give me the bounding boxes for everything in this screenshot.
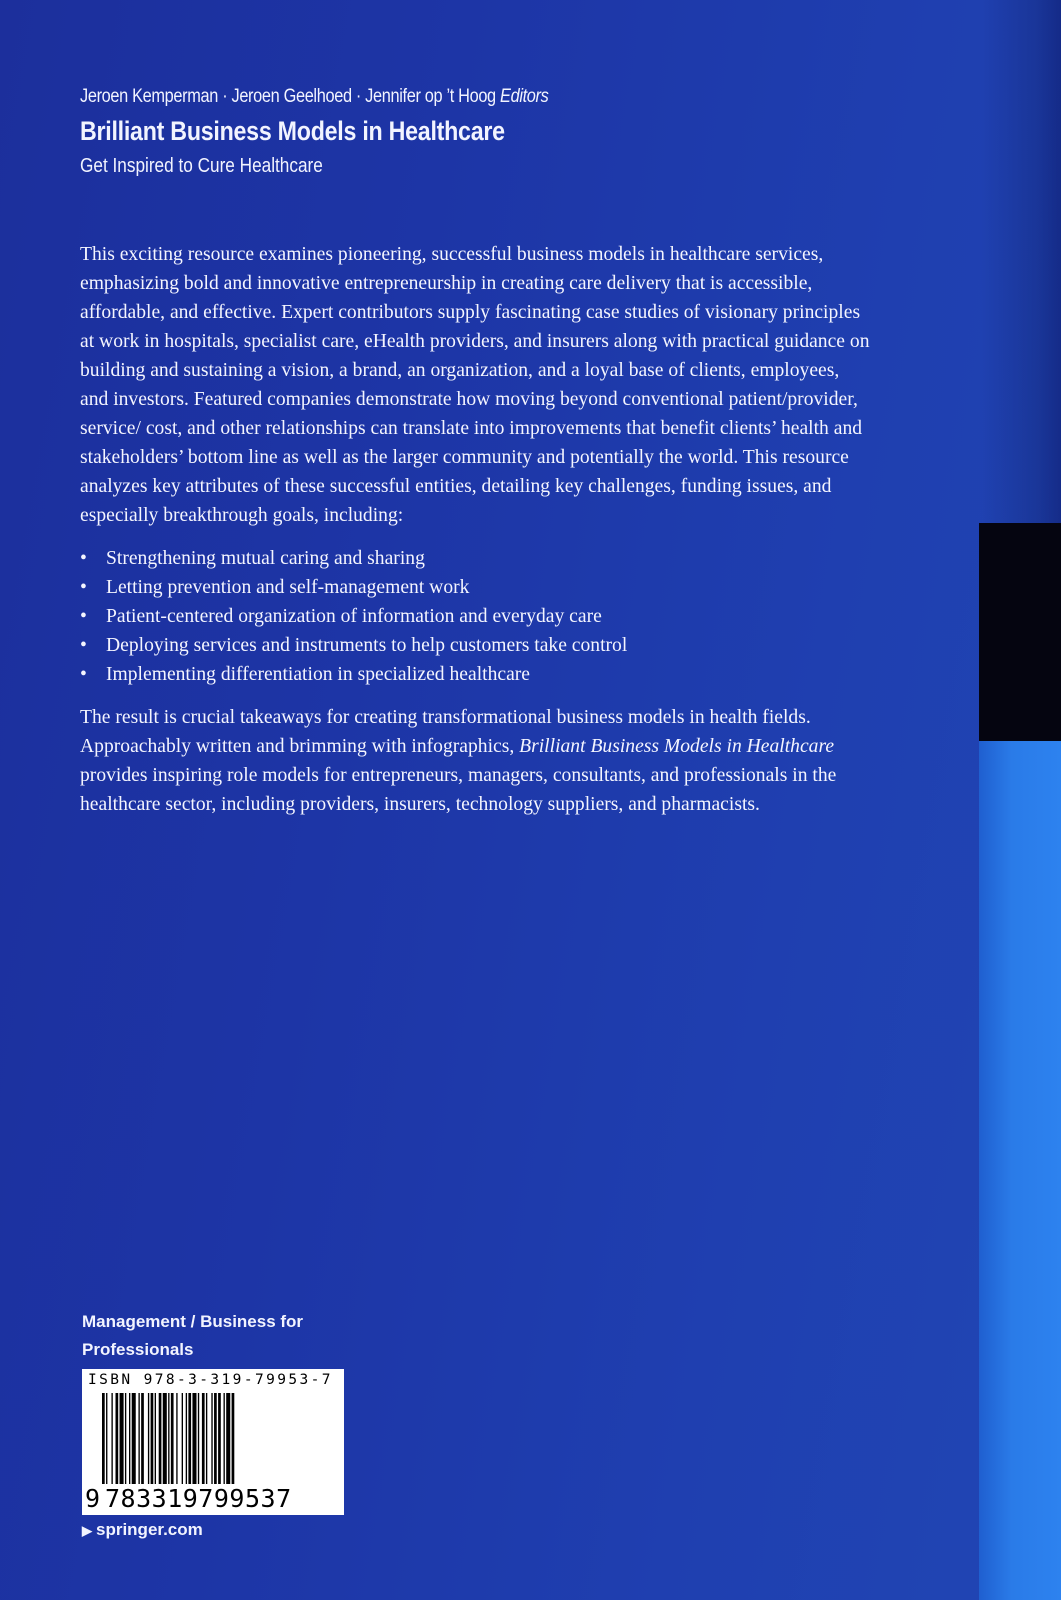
list-item: • Strengthening mutual caring and sharing: [80, 544, 870, 573]
barcode-bars: [102, 1393, 338, 1485]
barcode-bar: [125, 1393, 126, 1485]
isbn-number: ISBN 978-3-319-79953-7: [88, 1372, 333, 1388]
barcode-bar: [141, 1393, 144, 1485]
barcode-bar: [163, 1393, 167, 1485]
barcode-bar: [138, 1393, 139, 1485]
bullet-icon: •: [80, 635, 87, 656]
barcode-bar: [206, 1393, 207, 1485]
barcode-bar: [188, 1393, 191, 1485]
bullet-icon: •: [80, 606, 87, 627]
barcode-bar: [102, 1393, 105, 1485]
barcode-bar: [120, 1393, 124, 1485]
barcode-bar: [168, 1393, 169, 1485]
barcode-bar: [226, 1393, 230, 1485]
bullet-icon: •: [80, 548, 87, 569]
spine-black-band: [979, 523, 1061, 741]
barcode-bar: [202, 1393, 205, 1485]
book-subtitle: Get Inspired to Cure Healthcare: [80, 155, 323, 177]
book-description: [80, 240, 870, 819]
barcode-bar: [111, 1393, 112, 1485]
description-paragraph-1: This exciting resource examines pioneering, successful business models in healthcare services, emphasizing bold and innovative entrepreneurship in creating care delivery that is accessible, affordable, and effective. Expert contributors supply fascinating case studies of visionary principles at work in hospitals, specialist care, eHealth providers, and insurers along with practical guidance on building and sustaining a vision, a brand, an organization, and a loyal base of clients, employees, and investors. Featured companies demonstrate how moving beyond conventional patient/provider, service/ cost, and other relationships can translate into improvements that benefit clients’ health and stakeholders’ bottom line as well as the larger community and potentially the world. This resource analyzes key attributes of these successful entities, detailing key challenges, funding issues, and especially breakthrough goals, including:: [80, 244, 870, 526]
barcode-lead-digit: 9: [85, 1484, 101, 1513]
barcode-bar: [182, 1393, 183, 1485]
barcode-bar: [176, 1393, 177, 1485]
barcode-bar: [211, 1393, 212, 1485]
bullet-icon: •: [80, 577, 87, 598]
barcode-bar: [198, 1393, 199, 1485]
barcode-bar: [232, 1393, 235, 1485]
barcode-digits: [85, 1484, 292, 1513]
list-item: • Implementing differentiation in specialized healthcare: [80, 660, 870, 689]
barcode-bar: [155, 1393, 156, 1485]
play-arrow-icon: ▶: [82, 1523, 92, 1538]
publisher-site-label[interactable]: springer.com: [96, 1520, 203, 1539]
barcode-bar: [151, 1393, 154, 1485]
spine-blue-band: [979, 741, 1061, 1600]
barcode-bar: [132, 1393, 136, 1485]
barcode-bar: [106, 1393, 107, 1485]
bullet-icon: •: [80, 664, 87, 685]
book-title-italic: Brilliant Business Models in Healthcare: [519, 736, 835, 757]
editors-names: Jeroen Kemperman · Jeroen Geelhoed · Jennifer op ’t Hoog: [80, 86, 496, 107]
book-title: Brilliant Business Models in Healthcare: [80, 116, 505, 146]
list-item: • Deploying services and instruments to help customers take control: [80, 631, 870, 660]
barcode-bar: [148, 1393, 149, 1485]
editors-role: Editors: [500, 86, 549, 107]
barcode-digit-string: 783319799537: [105, 1484, 292, 1513]
barcode-bar: [192, 1393, 196, 1485]
publisher-site[interactable]: [82, 1520, 203, 1540]
cover-header: [80, 86, 960, 178]
barcode-bar: [186, 1393, 187, 1485]
barcode-bar: [218, 1393, 221, 1485]
barcode-bar: [116, 1393, 119, 1485]
barcode-bar: [214, 1393, 217, 1485]
isbn-barcode: [82, 1369, 344, 1515]
key-goals-list: [80, 544, 870, 689]
subject-category: Management / Business for Professionals: [82, 1312, 304, 1359]
description-paragraph-2: The result is crucial takeaways for creating transformational business models in health fields. Approachably written and brimming with infographics, Brilliant Business Models in Healthcare provides inspiring role models for entrepreneurs, managers, consultants, and professionals in the healthcare sector, including providers, insurers, technology suppliers, and pharmacists.: [80, 707, 837, 815]
editors-line: [80, 86, 837, 108]
barcode-bar: [159, 1393, 162, 1485]
barcode-bar: [129, 1393, 130, 1485]
barcode-bar: [171, 1393, 174, 1485]
list-item: • Patient-centered organization of information and everyday care: [80, 602, 870, 631]
barcode-bar: [224, 1393, 225, 1485]
list-item: • Letting prevention and self-management work: [80, 573, 870, 602]
